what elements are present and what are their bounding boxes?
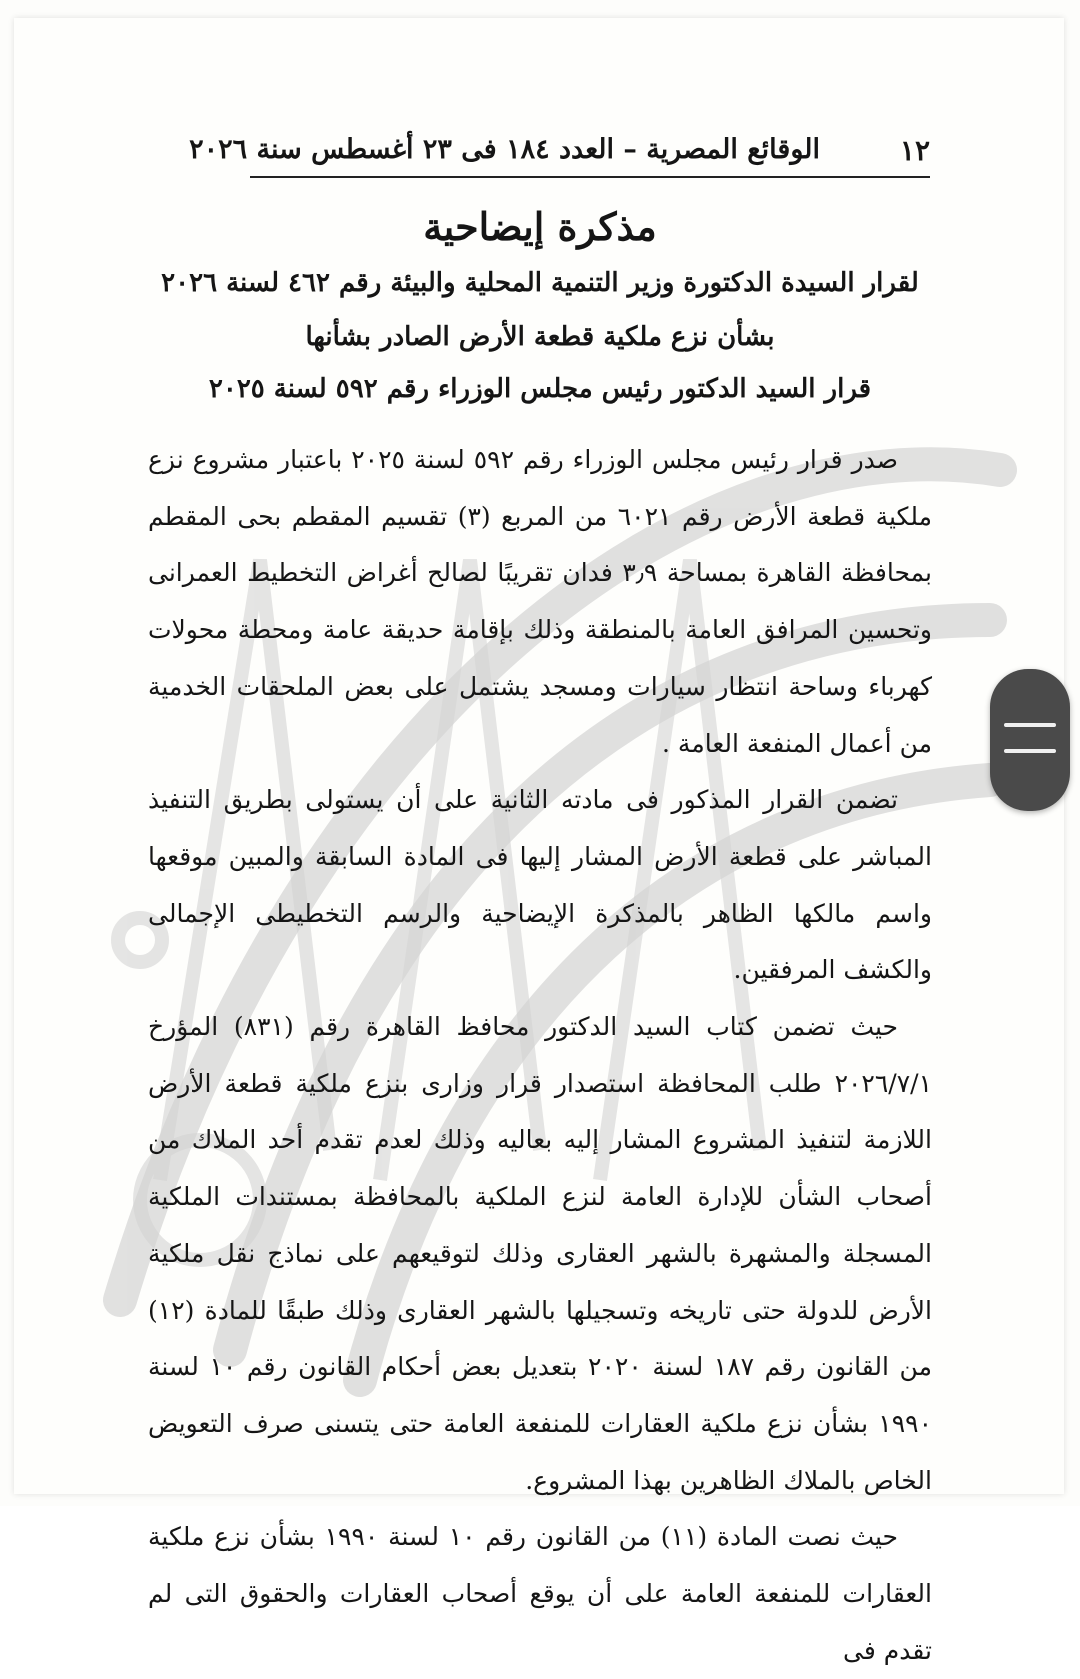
document-title: مذكرة إيضاحية — [423, 204, 657, 249]
scroll-handle[interactable] — [990, 669, 1070, 811]
paragraph-2: تضمن القرار المذكور فى مادته الثانية على أن يستولى بطريق التنفيذ المباشر على قطعة الأرض المشار إليها فى المادة السابقة والمبين موقعها واسم مالكها الظاهر بالمذكرة الإيضاحية والرسم التخطيطى الإجمالى والكشف المرفقين. — [148, 785, 932, 985]
document-body — [148, 432, 932, 1679]
running-title: الوقائع المصرية – العدد ١٨٤ فى ٢٣ أغسطس سنة ٢٠٢٦ — [189, 134, 820, 165]
subtitle-line-1: لقرار السيدة الدكتورة وزير التنمية المحلية والبيئة رقم ٤٦٢ لسنة ٢٠٢٦ — [161, 268, 919, 298]
menu-lines-icon — [1004, 723, 1056, 727]
menu-lines-icon-bar — [1004, 749, 1056, 753]
running-header — [189, 128, 930, 178]
paragraph-3: حيث تضمن كتاب السيد الدكتور محافظ القاهرة رقم (٨٣١) المؤرخ ٢٠٢٦/٧/١ طلب المحافظة استصدار قرار وزارى بنزع ملكية قطعة الأرض اللازمة لتنفيذ المشروع المشار إليه بعاليه وذلك لعدم تقدم أحد الملاك من أصحاب الشأن للإدارة العامة لنزع الملكية بالمحافظة بمستندات الملكية المسجلة والمشهرة بالشهر العقارى وذلك لتوقيعهم على نماذج نقل ملكية الأرض للدولة حتى تاريخه وتسجيلها بالشهر العقارى وذلك طبقًا للمادة (١٢) من القانون رقم ١٨٧ لسنة ٢٠٢٠ بتعديل بعض أحكام القانون رقم ١٠ لسنة ١٩٩٠ بشأن نزع ملكية العقارات للمنفعة العامة حتى يتسنى صرف التعويض الخاص بالملاك الظاهرين بهذا المشروع. — [148, 1012, 932, 1495]
paragraph-1: صدر قرار رئيس مجلس الوزراء رقم ٥٩٢ لسنة ٢٠٢٥ باعتبار مشروع نزع ملكية قطعة الأرض رقم ٦٠٢١ من المربع (٣) تقسيم المقطم بحى المقطم بمحافظة القاهرة بمساحة ٣٫٩ فدان تقريبًا لصالح أغراض التخطيط العمرانى وتحسين المرافق العامة بالمنطقة وذلك بإقامة حديقة عامة ومحطة محولات كهرباء وساحة انتظار سيارات ومسجد يشتمل على بعض الملحقات الخدمية من أعمال المنفعة العامة . — [148, 445, 933, 758]
subtitle-line-3: قرار السيد الدكتور رئيس مجلس الوزراء رقم ٥٩٢ لسنة ٢٠٢٥ — [208, 374, 872, 404]
paragraph-4: حيث نصت المادة (١١) من القانون رقم ١٠ لسنة ١٩٩٠ بشأن نزع ملكية العقارات للمنفعة العامة على أن يوقع أصحاب العقارات والحقوق التى لم تقدم فى — [148, 1522, 932, 1665]
page-number: ١٢ — [899, 134, 930, 167]
subtitle-line-2: بشأن نزع ملكية قطعة الأرض الصادر بشأنها — [305, 322, 775, 352]
